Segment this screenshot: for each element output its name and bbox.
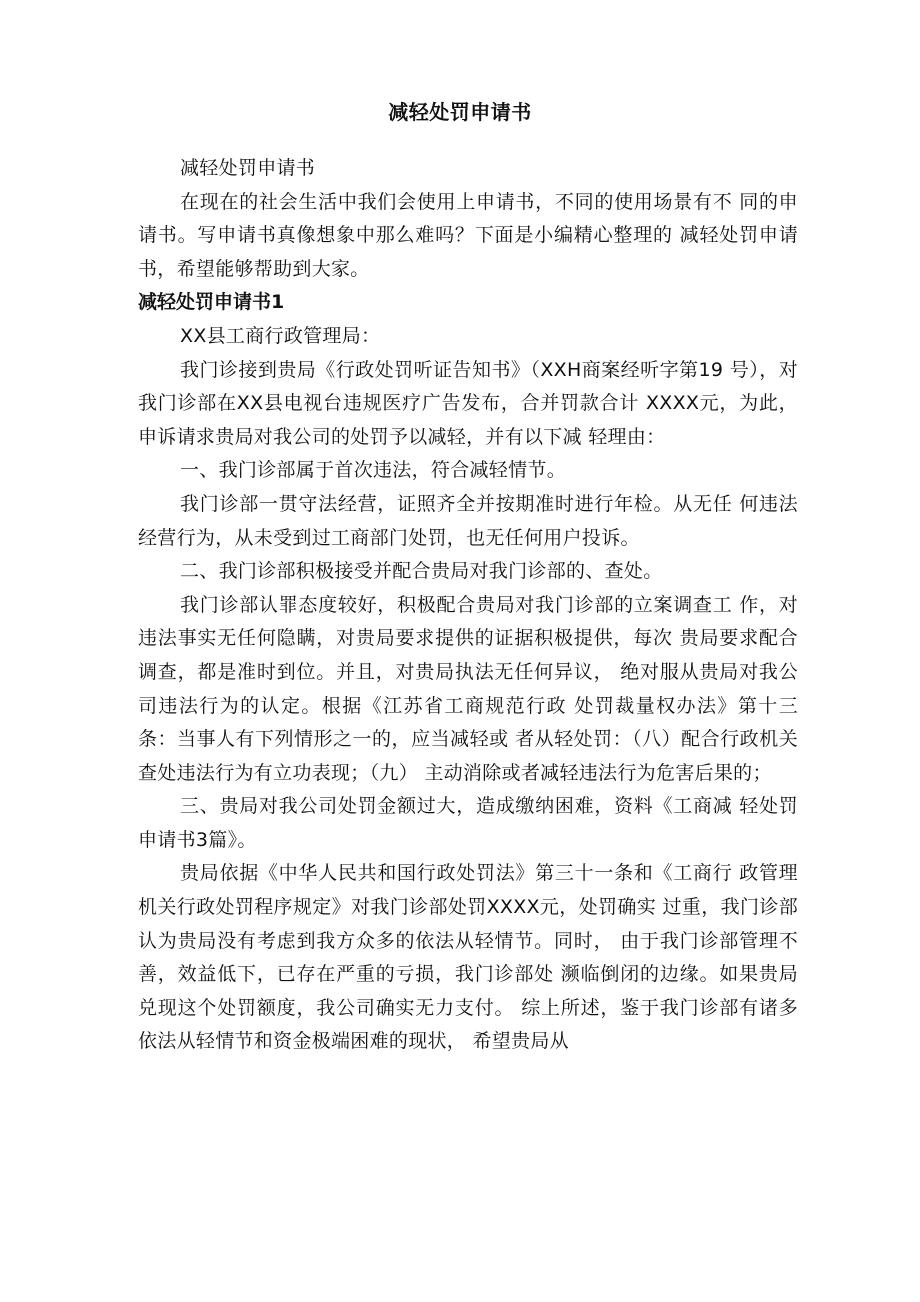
intro-paragraph: 在现在的社会生活中我们会使用上申请书，不同的使用场景有不 同的申请书。写申请书真像想象中那么难吗？下面是小编精心整理的 减轻处罚申请书，希望能够帮助到大家。	[138, 190, 798, 280]
addressee: XX县工商行政管理局：	[180, 324, 381, 347]
body-paragraph: 我门诊接到贵局《行政处罚听证告知书》（XXH商案经听字第19 号），对我门诊部在XX县电视台违规医疗广告发布，合并罚款合计 XXXX元，为此，申诉请求贵局对我公司的处罚予以减轻，并有以下减 轻理由：	[138, 358, 798, 448]
body-paragraph: 一、我门诊部属于首次违法，符合减轻情节。	[180, 459, 567, 482]
body-paragraph: 二、我门诊部积极接受并配合贵局对我门诊部的、查处。	[180, 560, 663, 583]
body-paragraph: 我门诊部一贯守法经营，证照齐全并按期准时进行年检。从无任 何违法经营行为，从未受到过工商部门处罚，也无任何用户投诉。	[138, 492, 798, 549]
document-title: 减轻处罚申请书	[388, 100, 532, 124]
body-paragraph: 我门诊部认罪态度较好，积极配合贵局对我门诊部的立案调查工 作，对违法事实无任何隐瞒，对贵局要求提供的证据积极提供，每次 贵局要求配合调查，都是准时到位。并且，对贵局执法无任何异议， 绝对服从贵局对我公司违法行为的认定。根据《江苏省工商规范行政 处罚裁量权办法》第十三条：当事人有下列情形之一的，应当减轻或 者从轻处罚：（八）配合行政机关查处违法行为有立功表现；（九） 主动消除或者减轻违法行为危害后果的；	[138, 593, 798, 784]
body-paragraph: 贵局依据《中华人民共和国行政处罚法》第三十一条和《工商行 政管理机关行政处罚程序规定》对我门诊部处罚XXXX元，处罚确实 过重，我门诊部认为贵局没有考虑到我方众多的依法从轻情节。同时， 由于我门诊部管理不善，效益低下，已存在严重的亏损，我门诊部处 濒临倒闭的边缘。如果贵局兑现这个处罚额度，我公司确实无力支付。 综上所述，鉴于我门诊部有诸多依法从轻情节和资金极端困难的现状， 希望贵局从	[138, 862, 798, 1053]
section-heading: 减轻处罚申请书1	[138, 291, 285, 314]
body-paragraph: 三、贵局对我公司处罚金额过大，造成缴纳困难，资料《工商减 轻处罚申请书3篇》。	[138, 795, 798, 851]
document-body	[138, 152, 798, 1059]
subtitle: 减轻处罚申请书	[180, 157, 316, 179]
